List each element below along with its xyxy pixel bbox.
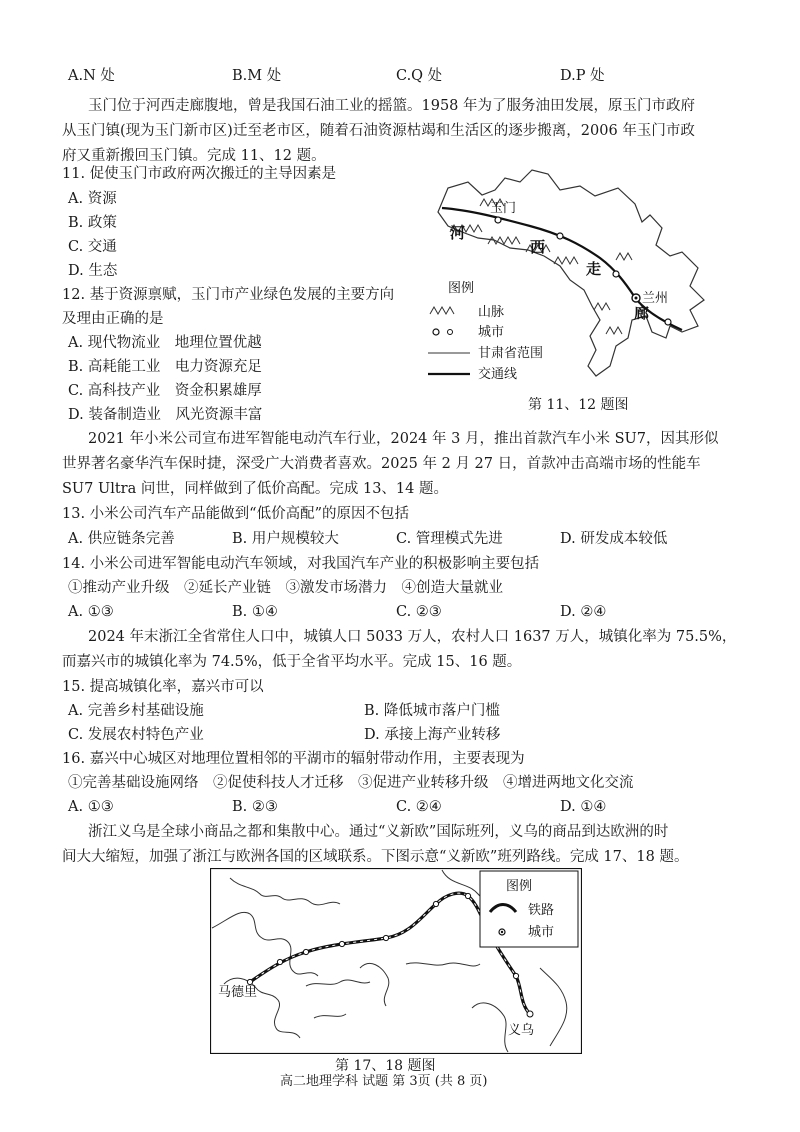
- q16-option-d: D. ①④: [560, 799, 607, 815]
- q12-option-c: C. 高科技产业 资金积累雄厚: [68, 383, 262, 399]
- q13-stem: 13. 小米公司汽车产品能做到“低价高配”的原因不包括: [62, 506, 409, 522]
- q12-option-d: D. 装备制造业 风光资源丰富: [68, 407, 263, 423]
- q16-stem: 16. 嘉兴中心城区对地理位置相邻的平湖市的辐射带动作用，主要表现为: [62, 751, 525, 767]
- legend-city: 城市: [528, 924, 555, 939]
- q14-option-d: D. ②④: [560, 604, 607, 620]
- q14-option-a: A. ①③: [68, 604, 114, 620]
- passage-11-12-line1: 玉门位于河西走廊腹地，曾是我国石油工业的摇篮。1958 年为了服务油田发展，原玉门市政府: [88, 98, 696, 114]
- passage-15-16-line2: 而嘉兴市的城镇化率为 74.5%，低于全省平均水平。完成 15、16 题。: [62, 654, 522, 670]
- legend-city: 城市: [478, 324, 505, 339]
- legend-mountain-symbol: [430, 307, 454, 314]
- legend-city-symbol: [433, 329, 439, 335]
- q11-option-a: A. 资源: [68, 191, 117, 207]
- label-lanzhou: 兰州: [642, 290, 669, 305]
- q13-option-d: D. 研发成本较低: [560, 531, 668, 547]
- q10-option-d: D.P 处: [560, 68, 605, 84]
- q12-option-b: B. 高耗能工业 电力资源充足: [68, 359, 262, 375]
- q16-option-b: B. ②③: [232, 799, 278, 815]
- gansu-map: [420, 160, 710, 395]
- passage-13-14-line2: 世界著名豪华汽车保时捷，深受广大消费者喜欢。2025 年 2 月 27 日，首款冲击高端市场的性能车: [62, 456, 701, 472]
- q13-option-c: C. 管理模式先进: [396, 531, 503, 547]
- map1-legend-title: 图例: [448, 280, 475, 295]
- city-marker: [495, 217, 501, 223]
- q15-option-d: D. 承接上海产业转移: [364, 727, 501, 743]
- legend-mountain: 山脉: [478, 304, 505, 319]
- map2-legend-title: 图例: [506, 878, 533, 893]
- railway-map: [210, 868, 582, 1054]
- q10-option-b: B.M 处: [232, 68, 282, 84]
- q16-option-a: A. ①③: [68, 799, 114, 815]
- q11-option-d: D. 生态: [68, 263, 118, 279]
- q13-option-b: B. 用户规模较大: [232, 531, 339, 547]
- q11-stem: 11. 促使玉门市政府两次搬迁的主导因素是: [62, 166, 337, 182]
- passage-13-14-line3: SU7 Ultra 问世，同样做到了低价高配。完成 13、14 题。: [62, 481, 448, 497]
- q15-stem: 15. 提高城镇化率，嘉兴市可以: [62, 679, 264, 695]
- map2-caption: 第 17、18 题图: [335, 1058, 436, 1074]
- q13-option-a: A. 供应链条完善: [68, 531, 175, 547]
- city-marker: [557, 233, 563, 239]
- q12-stem-line1: 12. 基于资源禀赋，玉门市产业绿色发展的主要方向: [62, 287, 395, 303]
- q12-option-a: A. 现代物流业 地理位置优越: [68, 335, 262, 351]
- passage-13-14-line1: 2021 年小米公司宣布进军智能电动汽车行业，2024 年 3 月，推出首款汽车小米 SU7，因其形似: [88, 431, 719, 447]
- label-yumen: 玉门: [490, 200, 517, 215]
- city-marker: [613, 271, 619, 277]
- label-madrid: 马德里: [218, 984, 258, 999]
- passage-17-18-line1: 浙江义乌是全球小商品之都和集散中心。通过“义新欧”国际班列，义乌的商品到达欧洲的时: [88, 824, 669, 840]
- q15-option-b: B. 降低城市落户门槛: [364, 703, 500, 719]
- q12-stem-line2: 及理由正确的是: [62, 311, 164, 327]
- legend-railway: 铁路: [528, 902, 555, 917]
- label-zou: 走: [586, 261, 602, 278]
- q10-option-c: C.Q 处: [396, 68, 443, 84]
- passage-11-12-line2: 从玉门镇(现为玉门新市区)迁至老市区，随着石油资源枯竭和生活区的逐步搬离，2006 年玉门市政: [62, 123, 695, 139]
- q14-option-b: B. ①④: [232, 604, 278, 620]
- label-lang: 廊: [634, 305, 650, 322]
- map1-caption: 第 11、12 题图: [528, 397, 629, 413]
- q14-option-c: C. ②③: [396, 604, 442, 620]
- q14-items: ①推动产业升级 ②延长产业链 ③激发市场潜力 ④创造大量就业: [68, 580, 503, 596]
- legend-boundary: 甘肃省范围: [478, 345, 544, 360]
- q16-option-c: C. ②④: [396, 799, 442, 815]
- label-yiwu: 义乌: [508, 1022, 535, 1037]
- q11-option-b: B. 政策: [68, 215, 117, 231]
- passage-15-16-line1: 2024 年末浙江全省常住人口中，城镇人口 5033 万人，农村人口 1637 万人，城镇化率为 75.5%，: [88, 629, 737, 645]
- passage-17-18-line2: 间大大缩短，加强了浙江与欧洲各国的区域联系。下图示意“义新欧”班列路线。完成 17、18 题。: [62, 849, 689, 865]
- q11-option-c: C. 交通: [68, 239, 117, 255]
- q15-option-a: A. 完善乡村基础设施: [68, 703, 204, 719]
- passage-11-12-line3: 府又重新搬回玉门镇。完成 11、12 题。: [62, 148, 326, 164]
- q16-items: ①完善基础设施网络 ②促使科技人才迁移 ③促进产业转移升级 ④增进两地文化交流: [68, 775, 634, 791]
- q10-option-a: A.N 处: [68, 68, 115, 84]
- q14-stem: 14. 小米公司进军智能电动汽车领域，对我国汽车产业的积极影响主要包括: [62, 556, 540, 572]
- city-marker: [665, 319, 671, 325]
- q15-option-c: C. 发展农村特色产业: [68, 727, 204, 743]
- legend-transport: 交通线: [478, 366, 518, 381]
- page-footer: 高二地理学科 试题 第 3页 (共 8 页): [280, 1074, 488, 1089]
- label-he: 河: [450, 225, 466, 242]
- label-xi: 西: [530, 239, 546, 256]
